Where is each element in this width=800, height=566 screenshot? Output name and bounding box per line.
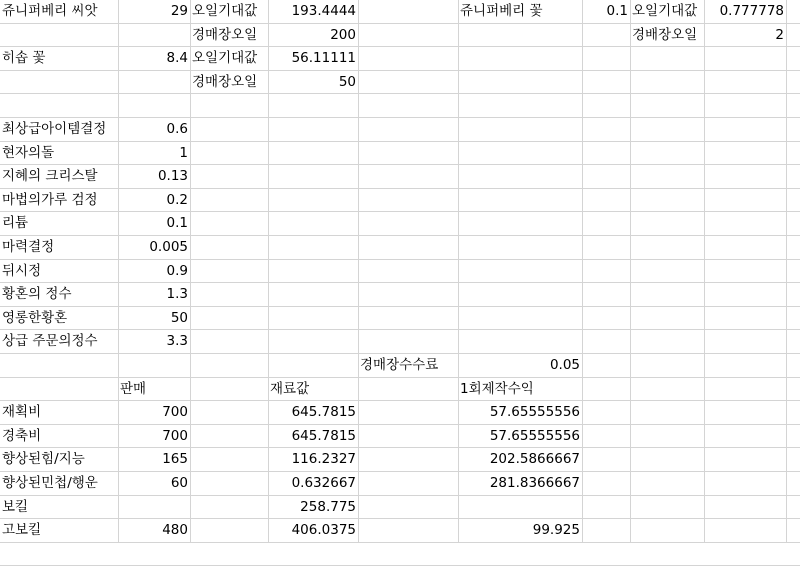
cell-C2[interactable]: 경매장오일 bbox=[192, 27, 258, 43]
cell-F23[interactable]: 99.925 bbox=[532, 522, 580, 538]
cell-E16[interactable]: 경매장수수료 bbox=[360, 357, 439, 373]
cell-G1[interactable]: 0.1 bbox=[606, 3, 628, 19]
column-gridline bbox=[582, 0, 583, 542]
cell-A22[interactable]: 보킬 bbox=[2, 499, 29, 515]
row-gridline bbox=[0, 542, 800, 543]
cell-B11[interactable]: 0.005 bbox=[149, 239, 188, 255]
cell-B7[interactable]: 1 bbox=[179, 145, 188, 161]
cell-D3[interactable]: 56.11111 bbox=[291, 50, 356, 66]
cell-I1[interactable]: 0.777778 bbox=[719, 3, 784, 19]
cell-B1[interactable]: 29 bbox=[170, 3, 188, 19]
cell-F17[interactable]: 1회제작수익 bbox=[460, 381, 534, 397]
cell-H1[interactable]: 오일기대값 bbox=[632, 3, 698, 19]
cell-A1[interactable]: 쥬니퍼베리 씨앗 bbox=[2, 3, 98, 19]
cell-D21[interactable]: 0.632667 bbox=[291, 475, 356, 491]
cell-D17[interactable]: 재료값 bbox=[270, 381, 310, 397]
cell-D20[interactable]: 116.2327 bbox=[291, 451, 356, 467]
cell-A15[interactable]: 상급 주문의정수 bbox=[2, 333, 98, 349]
cell-F1[interactable]: 쥬니퍼베리 꽃 bbox=[460, 3, 543, 19]
cell-A9[interactable]: 마법의가루 검정 bbox=[2, 192, 98, 208]
row-gridline bbox=[0, 93, 800, 94]
cell-A3[interactable]: 히솝 꽃 bbox=[2, 50, 46, 66]
cell-D2[interactable]: 200 bbox=[330, 27, 356, 43]
cell-F20[interactable]: 202.5866667 bbox=[489, 451, 580, 467]
cell-A13[interactable]: 황혼의 정수 bbox=[2, 286, 72, 302]
cell-A12[interactable]: 뒤시정 bbox=[2, 263, 42, 279]
cell-A14[interactable]: 영롱한황혼 bbox=[2, 310, 68, 326]
cell-A8[interactable]: 지혜의 크리스탈 bbox=[2, 168, 98, 184]
cell-A21[interactable]: 향상된민첩/행운 bbox=[2, 475, 98, 491]
cell-A20[interactable]: 향상된힘/지능 bbox=[2, 451, 85, 467]
cell-I2[interactable]: 2 bbox=[775, 27, 784, 43]
cell-D4[interactable]: 50 bbox=[338, 74, 356, 90]
column-gridline bbox=[358, 0, 359, 542]
cell-B23[interactable]: 480 bbox=[162, 522, 188, 538]
cell-A23[interactable]: 고보킬 bbox=[2, 522, 42, 538]
cell-D19[interactable]: 645.7815 bbox=[291, 428, 356, 444]
cell-B17[interactable]: 판매 bbox=[120, 381, 147, 397]
column-gridline bbox=[786, 0, 787, 542]
cell-H2[interactable]: 경배장오일 bbox=[632, 27, 698, 43]
cell-B10[interactable]: 0.1 bbox=[166, 215, 188, 231]
cell-A18[interactable]: 재획비 bbox=[2, 404, 42, 420]
cell-B21[interactable]: 60 bbox=[170, 475, 188, 491]
cell-B6[interactable]: 0.6 bbox=[166, 121, 188, 137]
cell-B19[interactable]: 700 bbox=[162, 428, 188, 444]
cell-C1[interactable]: 오일기대값 bbox=[192, 3, 258, 19]
cell-B3[interactable]: 8.4 bbox=[166, 50, 188, 66]
cell-D22[interactable]: 258.775 bbox=[300, 499, 356, 515]
cell-A19[interactable]: 경축비 bbox=[2, 428, 42, 444]
cell-B20[interactable]: 165 bbox=[162, 451, 188, 467]
row-gridline bbox=[0, 70, 800, 71]
column-gridline bbox=[704, 0, 705, 542]
cell-D23[interactable]: 406.0375 bbox=[291, 522, 356, 538]
cell-D18[interactable]: 645.7815 bbox=[291, 404, 356, 420]
cell-D1[interactable]: 193.4444 bbox=[291, 3, 356, 19]
column-gridline bbox=[630, 0, 631, 542]
cell-B13[interactable]: 1.3 bbox=[166, 286, 188, 302]
cell-B12[interactable]: 0.9 bbox=[166, 263, 188, 279]
cell-A7[interactable]: 현자의돌 bbox=[2, 145, 55, 161]
cell-B8[interactable]: 0.13 bbox=[157, 168, 188, 184]
cell-F18[interactable]: 57.65555556 bbox=[489, 404, 580, 420]
cell-F16[interactable]: 0.05 bbox=[549, 357, 580, 373]
cell-F21[interactable]: 281.8366667 bbox=[489, 475, 580, 491]
cell-B18[interactable]: 700 bbox=[162, 404, 188, 420]
cell-A11[interactable]: 마력결정 bbox=[2, 239, 55, 255]
cell-A10[interactable]: 리튬 bbox=[2, 215, 29, 231]
cell-A6[interactable]: 최상급아이템결정 bbox=[2, 121, 107, 137]
cell-B9[interactable]: 0.2 bbox=[166, 192, 188, 208]
cell-F19[interactable]: 57.65555556 bbox=[489, 428, 580, 444]
cell-B14[interactable]: 50 bbox=[170, 310, 188, 326]
cell-B15[interactable]: 3.3 bbox=[166, 333, 188, 349]
cell-C4[interactable]: 경매장오일 bbox=[192, 74, 258, 90]
row-gridline bbox=[0, 495, 800, 496]
cell-C3[interactable]: 오일기대값 bbox=[192, 50, 258, 66]
